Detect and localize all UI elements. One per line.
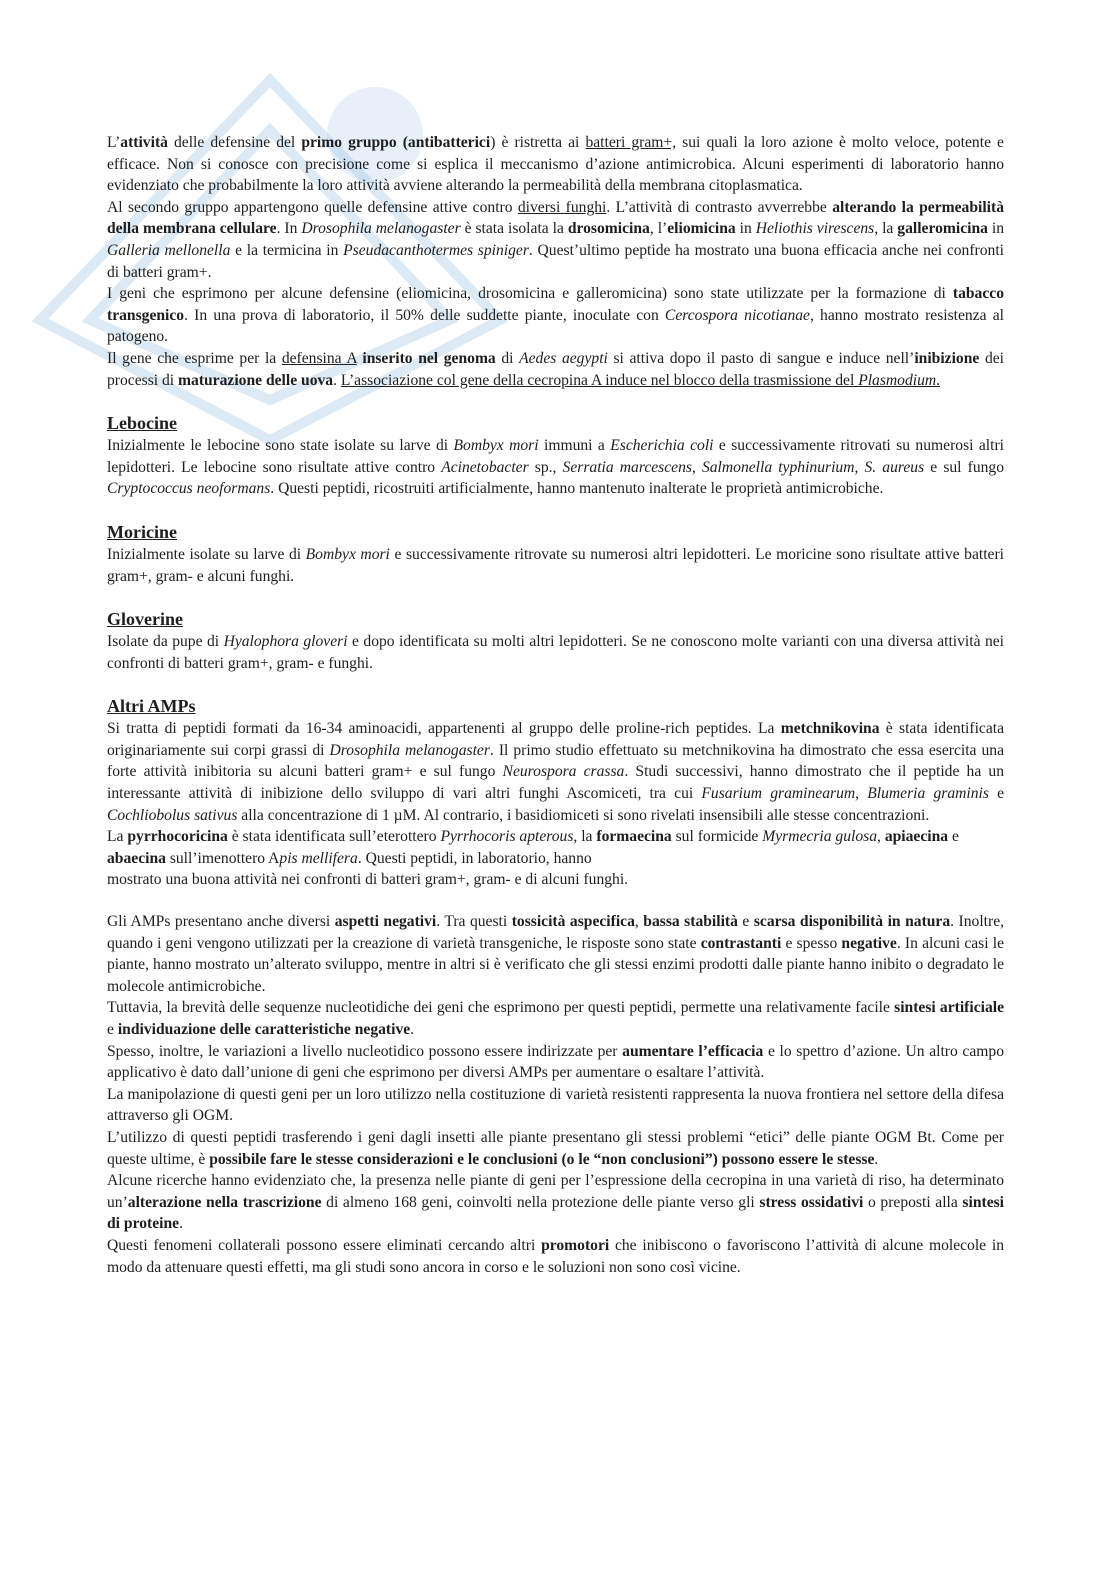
heading-gloverine: Gloverine (107, 609, 183, 630)
paragraph-ogm-bt: L’utilizzo di questi peptidi trasferendo i geni dagli insetti alle piante presentano gli stessi problemi “etici” delle piante OGM Bt. Come per queste ultime, è possibile fare le stesse considerazioni e le conclusioni (o le “non conclusioni”) possono essere le stesse. (107, 1128, 1004, 1168)
paragraph-promotori: Questi fenomeni collaterali possono essere eliminati cercando altri promotori che inibiscono o favoriscono l’attività di alcune molecole in modo da attenuare questi effetti, ma gli studi sono ancora in corso e le soluzioni non sono così vicine. (107, 1236, 1004, 1276)
paragraph-tabacco-transgenico: I geni che esprimono per alcune defensine (eliomicina, drosomicina e galleromicina) sono state utilizzate per la formazione di tabacco transgenico. In una prova di laboratorio, il 50% delle suddette piante, inoculate con Cercospora nicotianae, hanno mostrato resistenza al patogeno. (107, 285, 1004, 346)
heading-altri-amps: Altri AMPs (107, 696, 196, 717)
document-page (107, 132, 1004, 1278)
paragraph-aspetti-negativi: Gli AMPs presentano anche diversi aspetti negativi. Tra questi tossicità aspecifica, bassa stabilità e scarsa disponibilità in natura. Inoltre, quando i geni vengono utilizzati per la creazione di varietà transgeniche, le risposte sono state contrastanti e spesso negative. In alcuni casi le piante, hanno mostrato un’alterato sviluppo, mentre in altri si è verificato che gli stessi enzimi prodotti dalle piante hanno inibito o degradato le molecole antimicrobiche. (107, 913, 1005, 995)
heading-moricine: Moricine (107, 521, 177, 542)
paragraph-secondo-gruppo: Al secondo gruppo appartengono quelle defensine attive contro diversi funghi. L’attività di contrasto avverrebbe alterando la permeabilità della membrana cellulare. In Drosophila melanogaster è stata isolata la drosomicina, l’eliomicina in Heliothis virescens, la galleromicina in Galleria mellonella e la termicina in Pseudacanthotermes spiniger. Quest’ultimo peptide ha mostrato una buona efficacia anche nei confronti di batteri gram+. (107, 198, 1005, 281)
paragraph-lebocine: Inizialmente le lebocine sono state isolate su larve di Bombyx mori immuni a Escherichia coli e successivamente ritrovati su numerosi altri lepidotteri. Le lebocine sono risultate attive contro Acinetobacter sp., Serratia marcescens, Salmonella typhinurium, S. aureus e sul fungo Cryptococcus neoformans. Questi peptidi, ricostruiti artificialmente, hanno mantenuto inalterate le proprietà antimicrobiche. (107, 437, 1005, 498)
paragraph-manipolazione: La manipolazione di questi geni per un loro utilizzo nella costituzione di varietà resistenti rappresenta la nuova frontiera nel settore della difesa attraverso gli OGM. (107, 1085, 1004, 1125)
paragraph-sintesi-artificiale: Tuttavia, la brevità delle sequenze nucleotidiche dei geni che esprimono per questi peptidi, permette una relativamente facile sintesi artificiale e individuazione delle caratteristiche negative. (107, 999, 1004, 1038)
paragraph-cecropina-riso: Alcune ricerche hanno evidenziato che, la presenza nelle piante di geni per l’espressione della cecropina in una varietà di riso, ha determinato un’alterazione nella trascrizione di almeno 168 geni, coinvolti nella protezione delle piante verso gli stress ossidativi o preposti alla sintesi di proteine. (107, 1172, 1005, 1233)
paragraph-metchnikovina: Si tratta di peptidi formati da 16-34 aminoacidi, appartenenti al gruppo delle proline-rich peptides. La metchnikovina è stata identificata originariamente sui corpi grassi di Drosophila melanogaster. Il primo studio effettuato su metchnikovina ha dimostrato che essa esercita una forte attività inibitoria su alcuni batteri gram+ e sul fungo Neurospora crassa. Studi successivi, hanno dimostrato che il peptide ha un interessante attività di inibizione dello sviluppo di vari altri funghi Ascomiceti, tra cui Fusarium graminearum, Blumeria graminis e Cochliobolus sativus alla concentrazione di 1 µM. Al contrario, i basidiomiceti si sono rivelati insensibili alle stesse concentrazioni. (107, 720, 1005, 824)
paragraph-gloverine: Isolate da pupe di Hyalophora gloveri e dopo identificata su molti altri lepidotteri. Se ne conoscono molte varianti con una diversa attività nei confronti di batteri gram+, gram- e funghi. (107, 633, 1004, 672)
paragraph-attivita-peptidi: mostrato una buona attività nei confronti di batteri gram+, gram- e di alcuni funghi. (107, 871, 629, 889)
paragraph-primo-gruppo: L’attività delle defensine del primo gruppo (antibatterici) è ristretta ai batteri gram+, sui quali la loro azione è molto veloce, potente e efficace. Non si conosce con precisione come si esplica il meccanismo d’azione antimicrobica. Alcuni esperimenti di laboratorio hanno evidenziato che probabilmente la loro attività avviene alterando la permeabilità della membrana citoplasmatica. (107, 134, 1004, 195)
paragraph-defensina-a: Il gene che esprime per la defensina A inserito nel genoma di Aedes aegypti si attiva dopo il pasto di sangue e induce nell’inibizione dei processi di maturazione delle uova. L’associazione col gene della cecropina A induce nel blocco della trasmissione del Plasmodium. (107, 349, 1004, 389)
paragraph-efficacia: Spesso, inoltre, le variazioni a livello nucleotidico possono essere indirizzate per aumentare l’efficacia e lo spettro d’azione. Un altro campo applicativo è dato dall’unione di geni che esprimono per diversi AMPs per aumentare o esaltare l’attività. (107, 1042, 1004, 1082)
heading-lebocine: Lebocine (107, 413, 177, 434)
paragraph-moricine: Inizialmente isolate su larve di Bombyx mori e successivamente ritrovate su numerosi altri lepidotteri. Le moricine sono risultate attive batteri gram+, gram- e alcuni funghi. (107, 545, 1004, 585)
paragraph-pyrrhocoricina: La pyrrhocoricina è stata identificata sull’eterottero Pyrrhocoris apterous, la formaecina sul formicide Myrmecria gulosa, apiaecina e abaecina sull’imenottero Apis mellifera. Questi peptidi, in laboratorio, hanno (107, 828, 959, 867)
